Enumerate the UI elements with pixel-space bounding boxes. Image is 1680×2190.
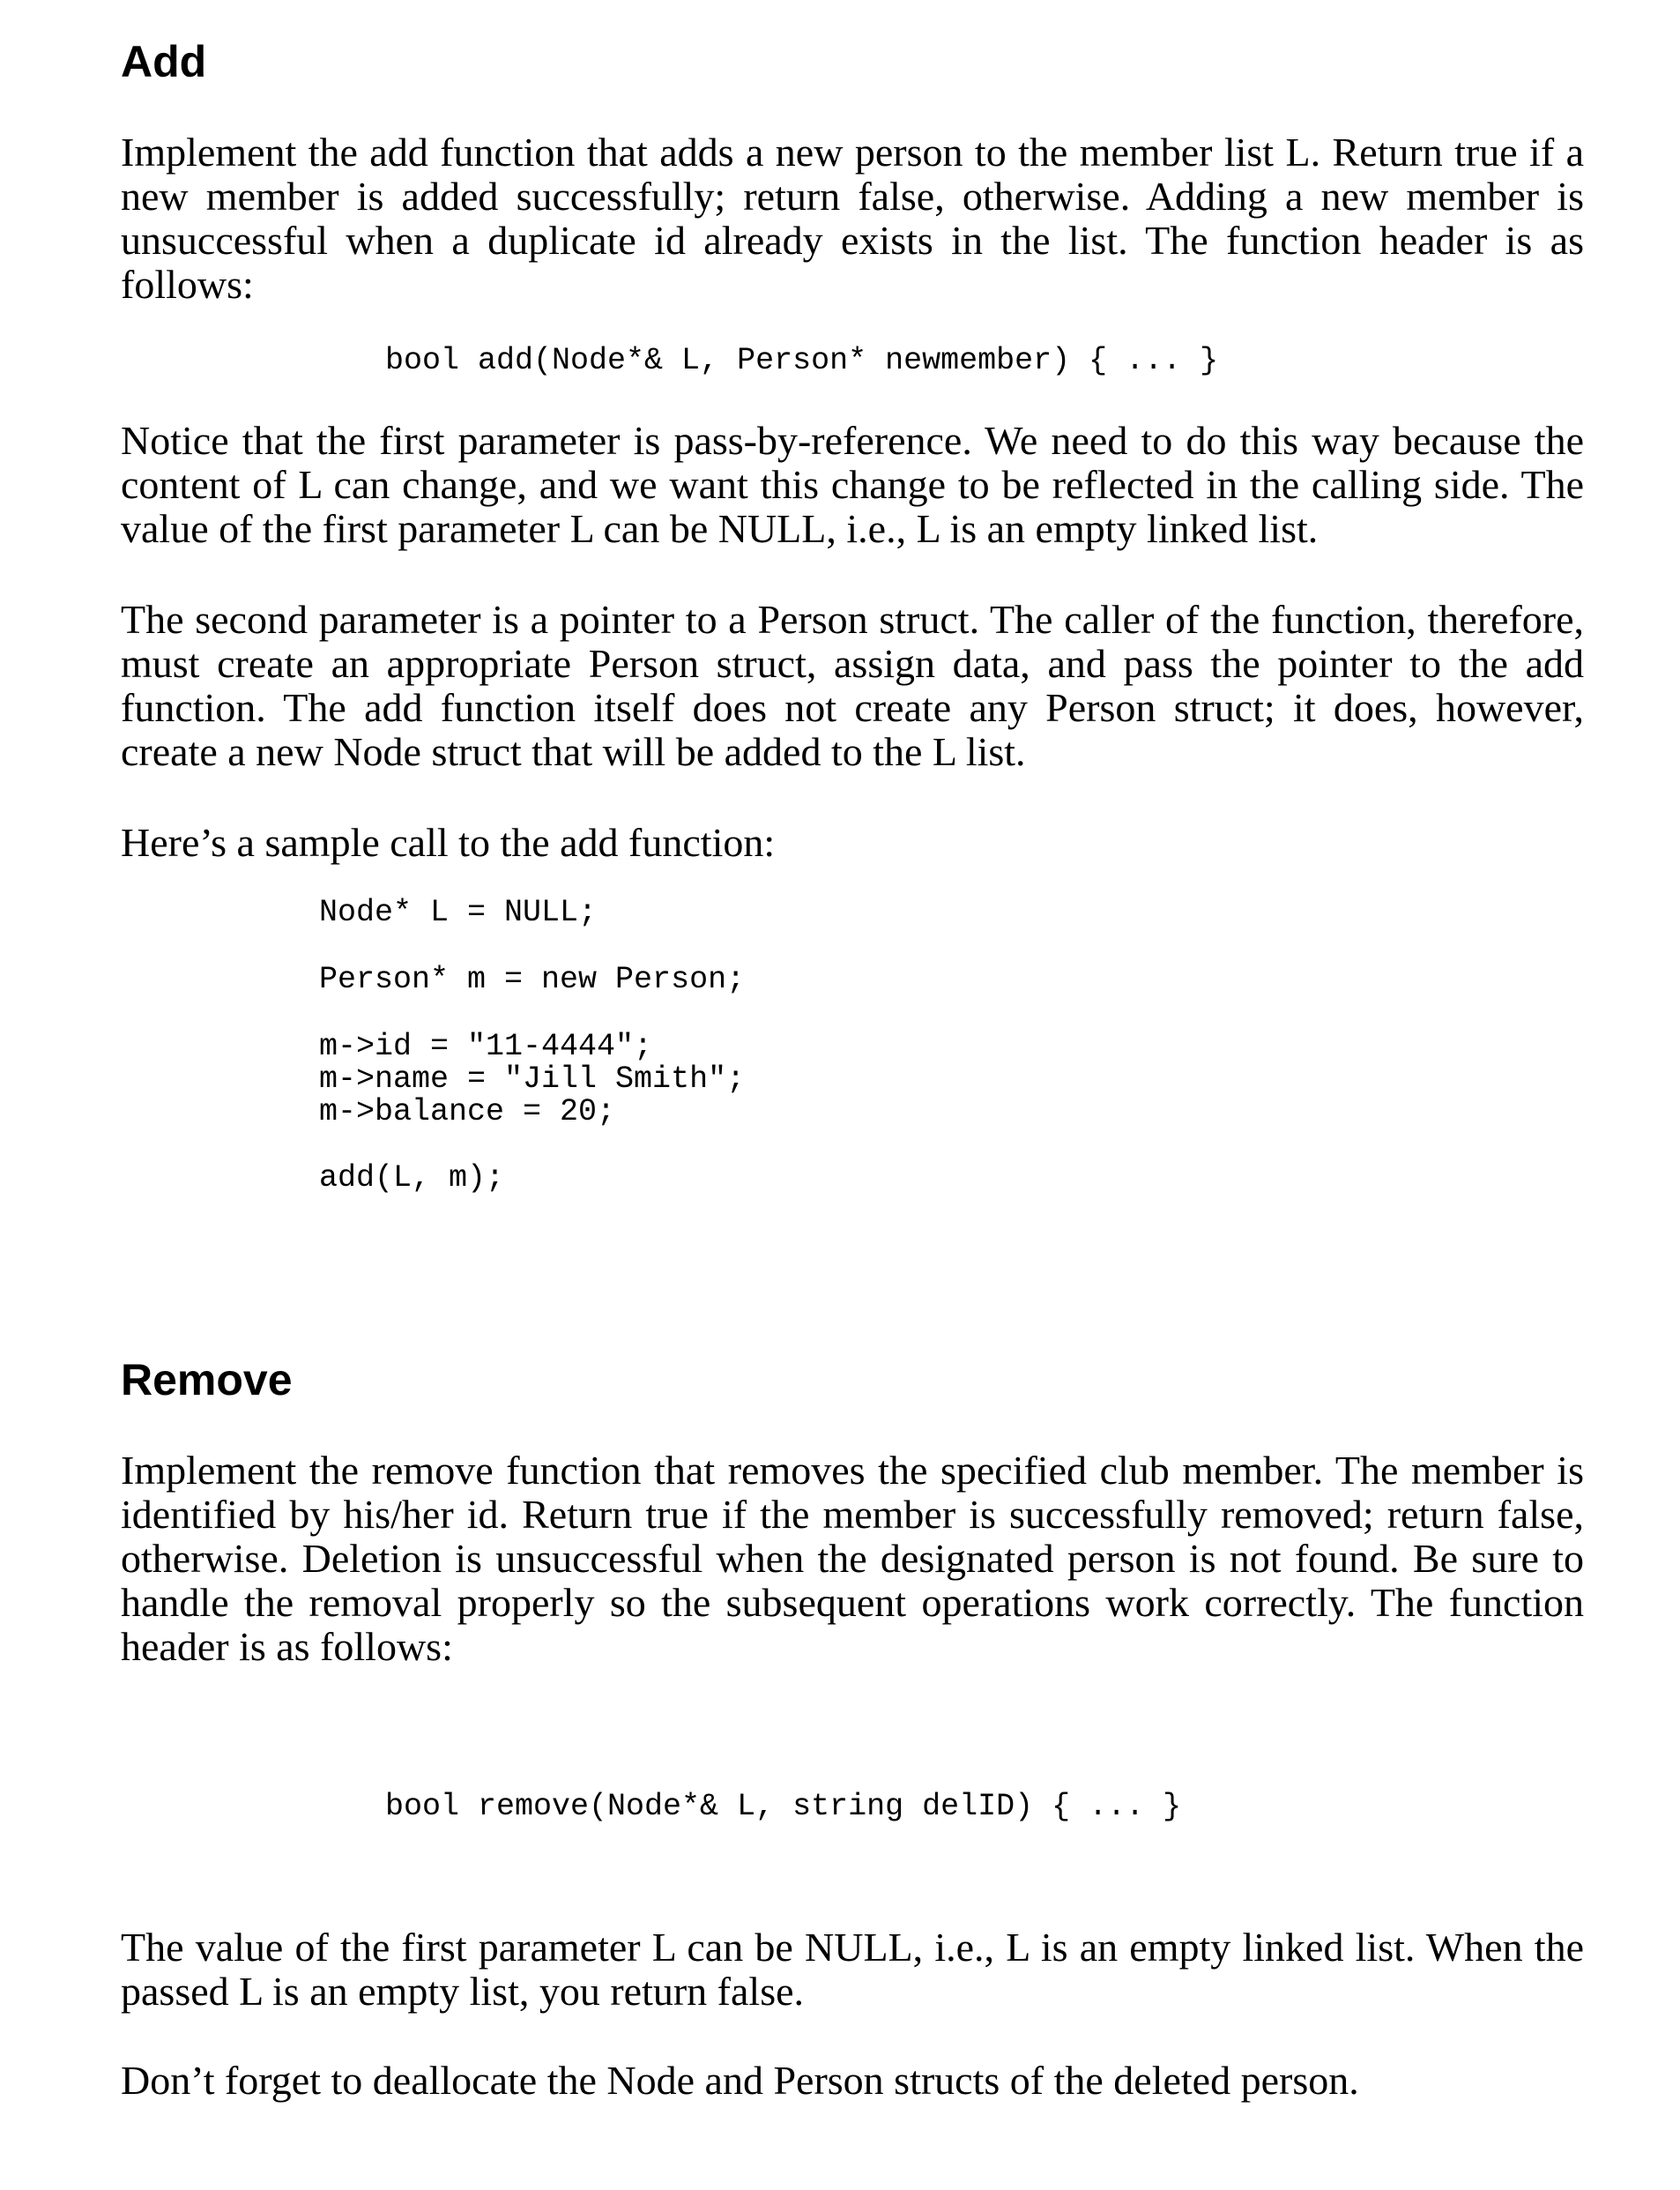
add-second-parameter-paragraph: The second parameter is a pointer to a Person struct. The caller of the function, therefore, must create an appropriate Person struct, assign data, and pass the pointer to the add function. The add function itself does not create any Person struct; it does, however, create a new Node struct that will be added to the L list. bbox=[121, 597, 1584, 774]
remove-function-header-code: bool remove(Node*& L, string delID) { ... } bbox=[385, 1789, 1182, 1824]
remove-heading: Remove bbox=[121, 1355, 293, 1404]
remove-deallocate-note: Don’t forget to deallocate the Node and Person structs of the deleted person. bbox=[121, 2058, 1359, 2103]
remove-null-list-paragraph: The value of the first parameter L can be NULL, i.e., L is an empty linked list. When the passed L is an empty list, you return false. bbox=[121, 1925, 1584, 2014]
add-heading: Add bbox=[121, 37, 207, 86]
sample-code-line-4: m->name = "Jill Smith"; bbox=[319, 1061, 746, 1097]
sample-code-line-5: m->balance = 20; bbox=[319, 1094, 616, 1129]
sample-code-line-2: Person* m = new Person; bbox=[319, 962, 746, 997]
remove-intro-paragraph: Implement the remove function that removes the specified club member. The member is identified by his/her id. Return true if the member is successfully removed; return false, otherwise. Deletion is unsuccessful when the designated person is not found. Be sure to handle the removal properly so the subsequent operations work correctly. The function header is as follows: bbox=[121, 1448, 1584, 1669]
add-pass-by-reference-paragraph: Notice that the first parameter is pass-by-reference. We need to do this way because the content of L can change, and we want this change to be reflected in the calling side. The value of the first parameter L can be NULL, i.e., L is an empty linked list. bbox=[121, 418, 1584, 551]
sample-code-line-1: Node* L = NULL; bbox=[319, 895, 598, 930]
add-function-header-code: bool add(Node*& L, Person* newmember) { ... } bbox=[385, 343, 1219, 378]
sample-code-line-6: add(L, m); bbox=[319, 1160, 505, 1196]
add-sample-call-intro: Here’s a sample call to the add function: bbox=[121, 820, 776, 865]
add-intro-paragraph: Implement the add function that adds a new person to the member list L. Return true if a new member is added successfully; return false, otherwise. Adding a new member is unsuccessful when a duplicate id already exists in the list. The function header is as follows: bbox=[121, 130, 1584, 307]
sample-code-line-3: m->id = "11-4444"; bbox=[319, 1029, 653, 1064]
